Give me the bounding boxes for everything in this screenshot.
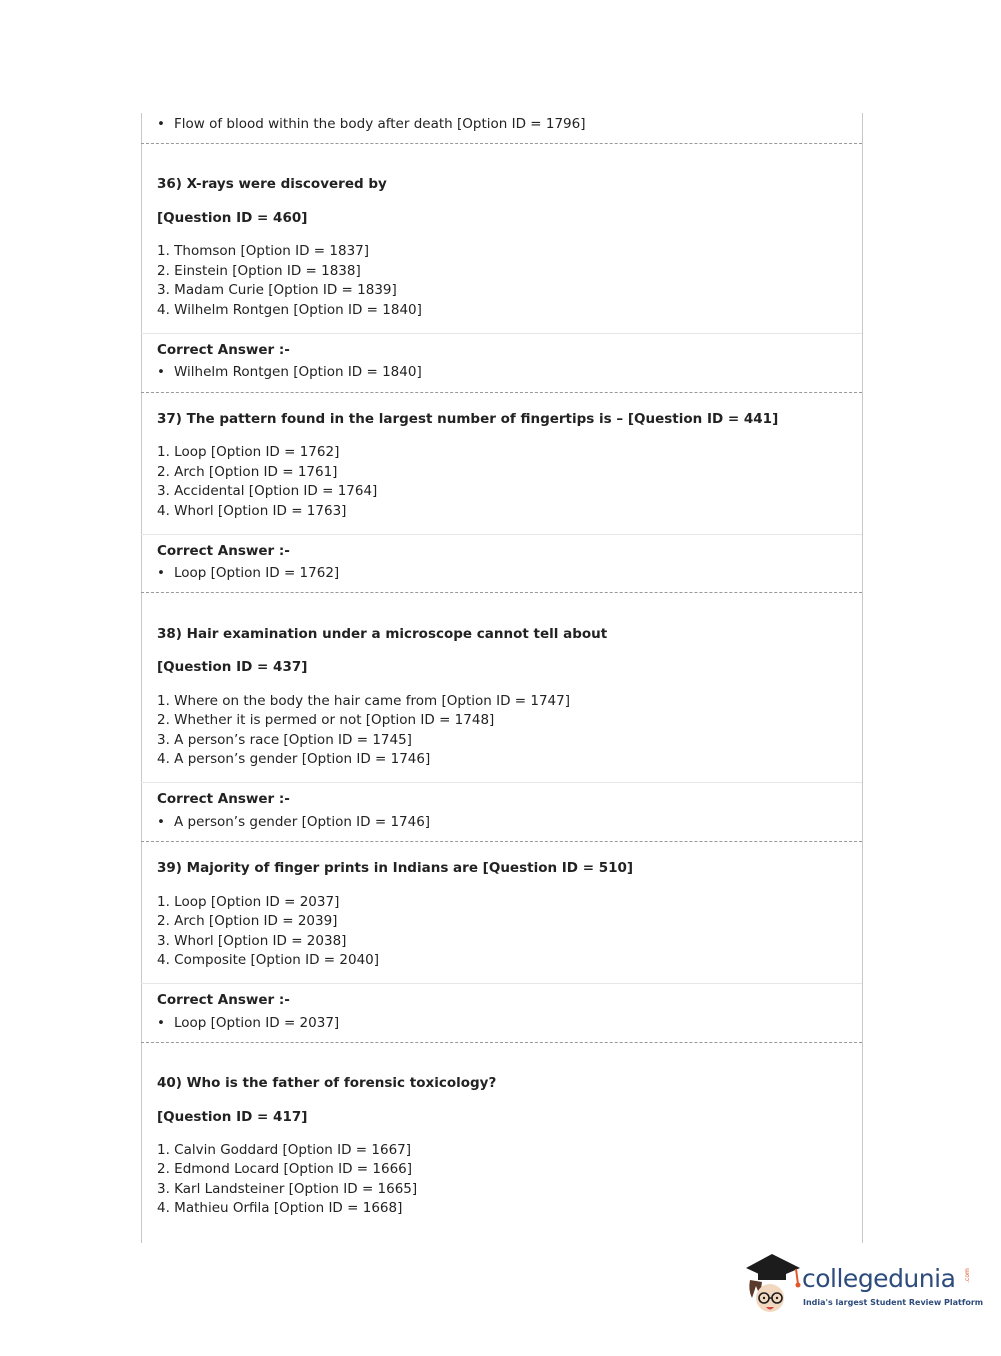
divider: [141, 333, 862, 334]
q40-option-4: 4. Mathieu Orfila [Option ID = 1668]: [157, 1200, 403, 1216]
logo-tagline: India's largest Student Review Platform: [803, 1298, 984, 1307]
divider: [141, 592, 862, 593]
q40-question: 40) Who is the father of forensic toxicology?: [157, 1075, 497, 1091]
q36-question-id: [Question ID = 460]: [157, 210, 308, 226]
q39-answer: • Loop [Option ID = 2037]: [157, 1014, 339, 1032]
q36-question: 36) X-rays were discovered by: [157, 176, 387, 192]
divider: [141, 841, 862, 842]
q38-question-id: [Question ID = 437]: [157, 659, 308, 675]
divider: [141, 1042, 862, 1043]
logo-wordmark: collegedunia: [802, 1264, 956, 1293]
q37-answer-label: Correct Answer :-: [157, 543, 290, 559]
q38-option-4: 4. A person’s gender [Option ID = 1746]: [157, 751, 431, 767]
q37-option-3: 3. Accidental [Option ID = 1764]: [157, 483, 378, 499]
q38-answer-label: Correct Answer :-: [157, 791, 290, 807]
q36-option-3: 3. Madam Curie [Option ID = 1839]: [157, 282, 397, 298]
q37-option-2: 2. Arch [Option ID = 1761]: [157, 464, 338, 480]
divider: [141, 983, 862, 984]
q39-question: 39) Majority of finger prints in Indians are [Question ID = 510]: [157, 860, 634, 876]
q36-option-4: 4. Wilhelm Rontgen [Option ID = 1840]: [157, 302, 422, 318]
q39-option-3: 3. Whorl [Option ID = 2038]: [157, 933, 347, 949]
q36-answer-label: Correct Answer :-: [157, 342, 290, 358]
divider: [141, 143, 862, 144]
q39-option-4: 4. Composite [Option ID = 2040]: [157, 952, 380, 968]
q38-answer: • A person’s gender [Option ID = 1746]: [157, 813, 430, 831]
q40-question-id: [Question ID = 417]: [157, 1109, 308, 1125]
q36-answer: • Wilhelm Rontgen [Option ID = 1840]: [157, 363, 422, 381]
q38-question: 38) Hair examination under a microscope cannot tell about: [157, 626, 608, 642]
q36-option-1: 1. Thomson [Option ID = 1837]: [157, 243, 370, 259]
logo-domain-suffix: .com: [963, 1268, 971, 1283]
q37-question: 37) The pattern found in the largest number of fingertips is – [Question ID = 441]: [157, 411, 779, 427]
q37-option-1: 1. Loop [Option ID = 1762]: [157, 444, 340, 460]
q39-option-1: 1. Loop [Option ID = 2037]: [157, 894, 340, 910]
q36-option-2: 2. Einstein [Option ID = 1838]: [157, 263, 361, 279]
divider: [141, 782, 862, 783]
q35-answer: • Flow of blood within the body after death [Option ID = 1796]: [157, 115, 586, 133]
divider: [141, 392, 862, 393]
q39-answer-label: Correct Answer :-: [157, 992, 290, 1008]
q38-option-2: 2. Whether it is permed or not [Option ID = 1748]: [157, 712, 495, 728]
q38-option-3: 3. A person’s race [Option ID = 1745]: [157, 732, 412, 748]
q38-option-1: 1. Where on the body the hair came from [Option ID = 1747]: [157, 693, 570, 709]
q39-option-2: 2. Arch [Option ID = 2039]: [157, 913, 338, 929]
q40-option-3: 3. Karl Landsteiner [Option ID = 1665]: [157, 1181, 418, 1197]
q40-option-1: 1. Calvin Goddard [Option ID = 1667]: [157, 1142, 412, 1158]
q37-answer: • Loop [Option ID = 1762]: [157, 564, 339, 582]
q40-option-2: 2. Edmond Locard [Option ID = 1666]: [157, 1161, 413, 1177]
collegedunia-logo: [742, 1250, 984, 1320]
mascot-icon: [742, 1250, 804, 1320]
divider: [141, 534, 862, 535]
q37-option-4: 4. Whorl [Option ID = 1763]: [157, 503, 347, 519]
